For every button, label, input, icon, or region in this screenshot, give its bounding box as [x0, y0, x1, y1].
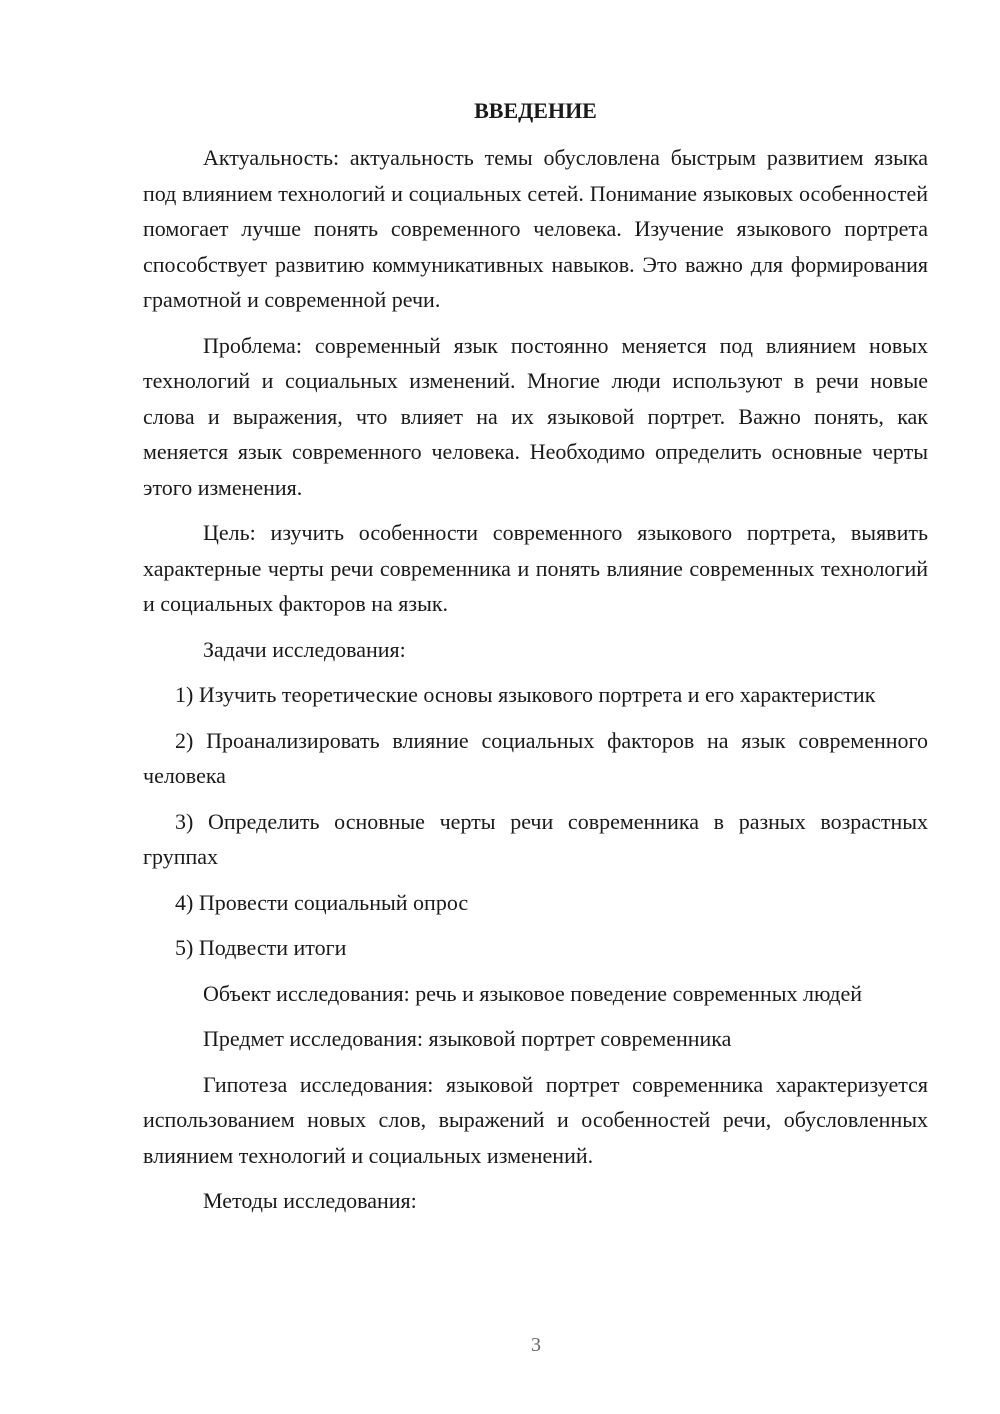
paragraph-problem: Проблема: современный язык постоянно меняется под влиянием новых технологий и социальных изменений. Многие люди используют в речи новые слова и выражения, что влияет на их языковой портрет. Важно понять, как меняется язык современного человека. Необходимо определить основные черты этого изменения. [143, 332, 928, 500]
task-item-2: 2) Проанализировать влияние социальных факторов на язык современного человека [143, 727, 928, 788]
tasks-heading: Задачи исследования: [203, 636, 406, 662]
paragraph-goal: Цель: изучить особенности современного языкового портрета, выявить характерные черты речи современника и понять влияние современных технологий и социальных факторов на язык. [143, 520, 928, 616]
section-title: ВВЕДЕНИЕ [474, 98, 597, 123]
page-content [143, 95, 928, 1229]
task-item-3: 3) Определить основные черты речи современника в разных возрастных группах [143, 808, 928, 869]
methods-heading: Методы исследования: [203, 1188, 417, 1213]
paragraph-subject: Предмет исследования: языковой портрет современника [203, 1026, 732, 1051]
paragraph-actuality: Актуальность: актуальность темы обусловлена быстрым развитием языка под влиянием технологий и социальных сетей. Понимание языковых особенностей помогает лучше понять современного человека. Изучение языкового портрета способствует развитию коммуникативных навыков. Это важно для формирования грамотной и современной речи. [143, 145, 928, 312]
task-item-4: 4) Провести социальный опрос [175, 889, 469, 915]
paragraph-object: Объект исследования: речь и языковое поведение современных людей [203, 980, 863, 1006]
page-number: 3 [531, 1334, 541, 1356]
task-item-5: 5) Подвести итоги [175, 935, 347, 960]
paragraph-hypothesis: Гипотеза исследования: языковой портрет современника характеризуется использованием новых слов, выражений и особенностей речи, обусловленных влиянием технологий и социальных изменений. [143, 1071, 928, 1168]
task-item-1: 1) Изучить теоретические основы языкового портрета и его характеристик [175, 682, 876, 707]
